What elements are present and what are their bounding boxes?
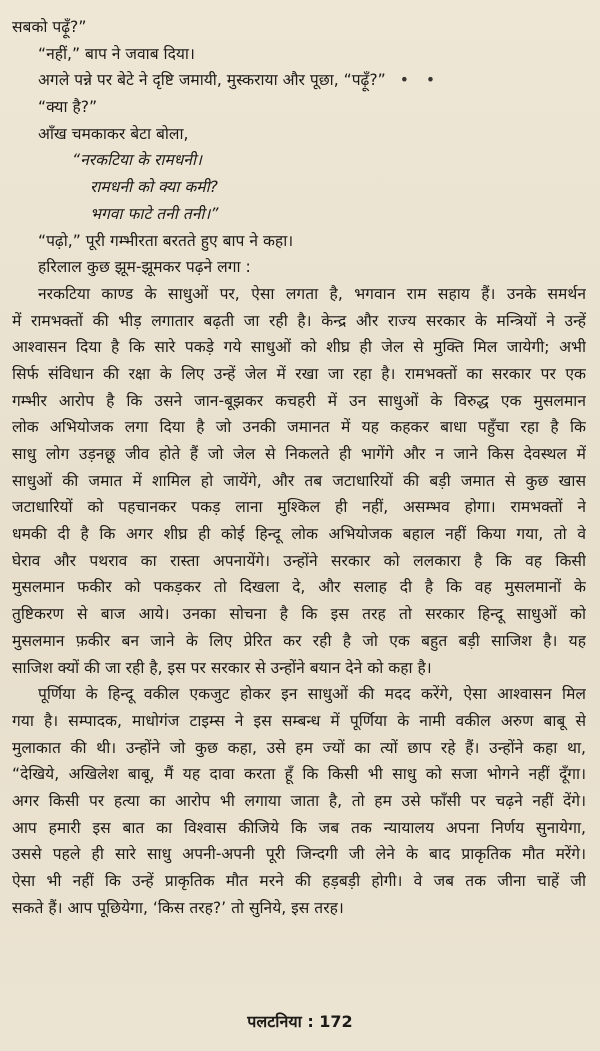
text-line: धमकी दी है कि अगर शीघ्र ही कोई हिन्दू लोक अभियोजक बहाल नहीं किया गया, तो वे — [12, 525, 586, 544]
text-line: लोक अभियोजक लगा दिया है जो उनकी जमानत में यह कहकर बाधा पहुँचा रहा है कि — [12, 418, 586, 437]
text-line: साधु लोग उड़नछू जीव होते हैं जो जेल से निकलते ही भागेंगे और न जाने किस देवस्थल में — [12, 445, 586, 463]
text-line: “देखिये, अखिलेश बाबू, मैं यह दावा करता हूँ कि किसी भी साधु को सजा भोगने नहीं दूँगा। — [12, 765, 586, 784]
text-line: साजिश क्यों की जा रही है, इस पर सरकार से उन्होंने बयान देने को कहा है। — [12, 658, 432, 677]
text-line: ऐसा भी नहीं कि उन्हें प्राकृतिक मौत मरने की हड़बड़ी होगी। वे जब तक जीना चाहें जी — [12, 872, 586, 890]
text-line: घेराव और पथराव का रास्ता अपनायेंगे। उन्होंने सरकार को ललकारा है कि वह किसी — [12, 551, 586, 570]
text-line: मुसलमान फ़कीर बन जाने के लिए प्रेरित कर रही है जो एक बहुत बड़ी साजिश है। यह — [12, 631, 586, 650]
body-text — [12, 14, 586, 921]
text-line: नरकटिया काण्ड के साधुओं पर, ऐसा लगता है, भगवान राम सहाय हैं। उनके समर्थन — [38, 284, 586, 303]
verse-line: भगवा फाटे तनी तनी।” — [90, 204, 219, 223]
text-line: जटाधारियों को पहचानकर पकड़ लाना मुश्किल ही नहीं, असम्भव होगा। रामभक्तों ने — [12, 498, 586, 517]
verse-line: “नरकटिया के रामधनी। — [72, 151, 202, 170]
text-line: सिर्फ संविधान की रक्षा के लिए उन्हें जेल में रखा जा रहा है। रामभक्तों का सरकार पर एक — [12, 364, 586, 383]
text-line: मुलाकात की थी। उन्होंने जो कुछ कहा, उसे हम ज्यों का त्यों छाप रहे हैं। उन्होंने कहा था, — [12, 738, 586, 757]
text-line: मुसलमान फकीर को पकड़कर तो दिखला दे, और सलाह दी है कि वह मुसलमानों के — [12, 578, 586, 597]
text-line: सकते हैं। आप पूछियेगा, ‘किस तरह?’ तो सुनिये, इस तरह। — [12, 898, 344, 917]
text-line: आश्वासन दिया है कि सारे पकड़े गये साधुओं को शीघ्र ही जेल से मुक्ति मिल जायेगी; अभी — [12, 338, 586, 357]
text-line: आँख चमकाकर बेटा बोला, — [38, 124, 189, 143]
text-line: आप हमारी इस बात का विश्वास कीजिये कि जब तक न्यायालय अपना निर्णय सुनायेगा, — [12, 818, 586, 837]
page-footer: पलटनिया : 172 — [247, 1012, 353, 1031]
text-line: उससे पहले ही सारे साधु अपनी-अपनी पूरी जिन्दगी जी लेने के बाद प्राकृतिक मौत मरेंगे। — [12, 845, 586, 864]
text-line: अगले पन्ने पर बेटे ने दृष्टि जमायी, मुस्कराया और पूछा, “पढ़ूँ?” • • — [38, 71, 442, 90]
text-line: “क्या है?” — [38, 98, 98, 117]
text-line: गम्भीर आरोप है कि उसने जान-बूझकर कचहरी में उन साधुओं के विरुद्ध एक मुसलमान — [12, 391, 586, 410]
text-line: अगर किसी पर हत्या का आरोप भी लगाया जाता है, तो हम उसे फाँसी पर चढ़ने नहीं देंगे। — [12, 791, 586, 810]
verse-line: रामधनी को क्या कमी? — [90, 178, 218, 197]
text-line: हरिलाल कुछ झूम-झूमकर पढ़ने लगा : — [38, 258, 251, 277]
text-line: तुष्टिकरण से बाज आये। उनका सोचना है कि इस तरह तो सरकार हिन्दू साधुओं को — [12, 605, 586, 624]
text-line: “नहीं,” बाप ने जवाब दिया। — [38, 44, 195, 63]
text-line: पूर्णिया के हिन्दू वकील एकजुट होकर इन साधुओं की मदद करेंगे, ऐसा आश्वासन मिल — [38, 685, 586, 704]
text-line: साधुओं की जमात में शामिल हो जायेंगे, और तब जटाधारियों की बड़ी जमात से कुछ खास — [12, 471, 586, 490]
text-line: सबको पढ़ूँ?” — [12, 18, 87, 36]
text-line: “पढ़ो,” पूरी गम्भीरता बरतते हुए बाप ने कहा। — [38, 231, 294, 250]
text-line: गया है। सम्पादक, माधोगंज टाइम्स ने इस सम्बन्ध में पूर्णिया के नामी वकील अरुण बाबू से — [12, 711, 586, 730]
text-line: में रामभक्तों की भीड़ लगातार बढ़ती जा रही है। केन्द्र और राज्य सरकार के मन्त्रियों ने उन्हें — [12, 311, 586, 330]
